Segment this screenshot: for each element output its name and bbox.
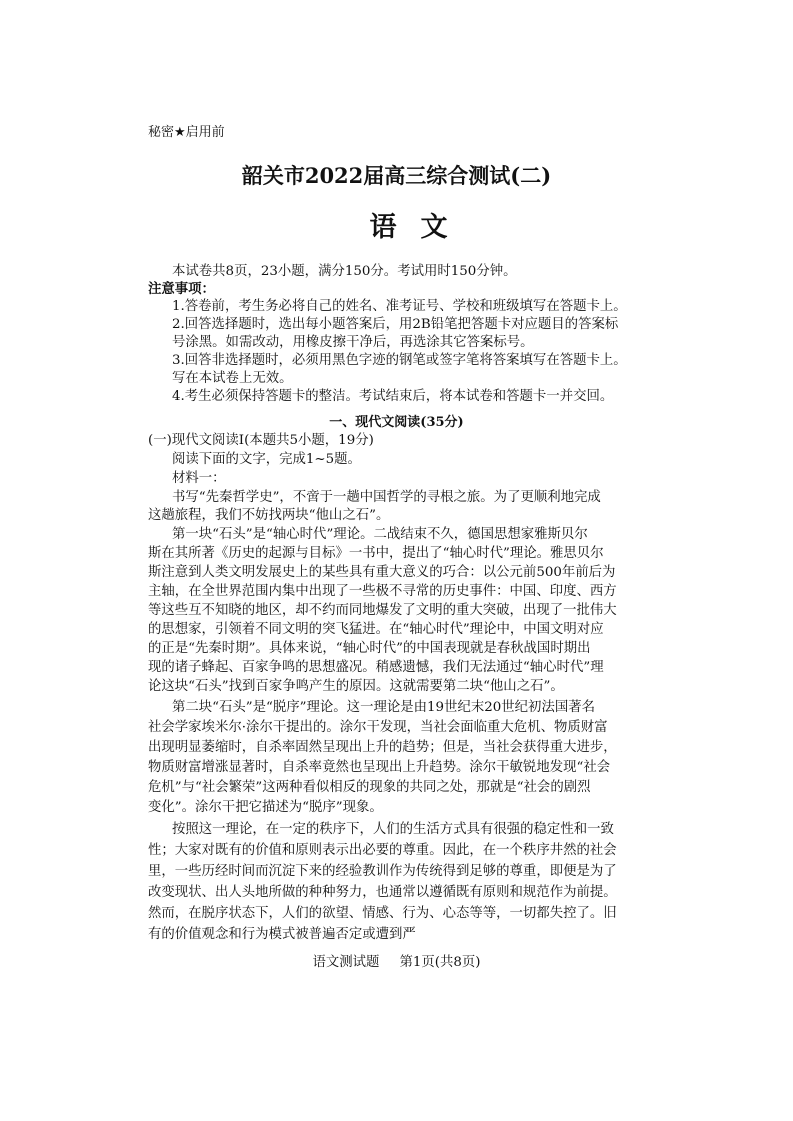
passage-line: 改变现状、出人头地所做的种种努力，也通常以遵循既有原则和规范作为前提。 [148, 885, 617, 900]
passage-line: 物质财富增涨显著时，自杀率竟然也呈现出上升趋势。涂尔干敏锐地发现“社会 [148, 760, 611, 775]
passage-line: 等这些互不知晓的地区，却不约而同地爆发了文明的重大突破，出现了一批伟大 [148, 603, 617, 618]
passage-line: 论这块“石头”找到百家争鸣产生的原因。这就需要第二块“他山之石”。 [148, 679, 564, 694]
footer-subject: 语文测试题 [312, 955, 380, 970]
passage-line: 里，一些历经时间而沉淀下来的经验教训作为传统得到足够的尊重，即便是为了 [148, 864, 617, 879]
passage-line: 书写“先秦哲学史”，不啻于一趟中国哲学的寻根之旅。为了更顺利地完成 [172, 490, 601, 505]
note-line: 号涂黑。如需改动，用橡皮擦干净后，再选涂其它答案标号。 [172, 335, 534, 350]
passage-line: 然而，在脱序状态下，人们的欲望、情感、行为、心态等等，一切都失控了。旧 [148, 906, 617, 921]
confidential-mark: 秘密★启用前 [148, 125, 225, 140]
subject-title: 语文 [369, 212, 472, 243]
passage-line: 按照这一理论，在一定的秩序下，人们的生活方式具有很强的稳定性和一致 [172, 822, 614, 837]
exam-title: 韶关市2022届高三综合测试(二) [241, 163, 552, 188]
passage-line: 危机”与“社会繁荣”这两种看似相反的现象的共同之处，那就是“社会的剧烈 [148, 780, 591, 795]
page-footer [0, 954, 793, 972]
passage-line: 出现明显萎缩时，自杀率固然呈现出上升的趋势；但是，当社会获得重大进步， [148, 740, 617, 755]
section-title: 一、现代文阅读(35分) [329, 415, 464, 430]
passage-line: 斯在其所著《历史的起源与目标》一书中，提出了“轴心时代”理论。雅思贝尔 [148, 546, 604, 561]
exam-intro: 本试卷共8页，23小题，满分150分。考试用时150分钟。 [172, 264, 517, 279]
passage-line: 第一块“石头”是“轴心时代”理论。二战结束不久，德国思想家雅斯贝尔 [172, 527, 588, 542]
instruction: 阅读下面的文字，完成1~5题。 [172, 452, 361, 467]
passage-line: 社会学家埃米尔·涂尔干提出的。涂尔干发现，当社会面临重大危机、物质财富 [148, 720, 608, 735]
footer-page-number: 第1页(共8页) [399, 955, 481, 970]
note-line: 写在本试卷上无效。 [172, 371, 293, 386]
note-line: 4.考生必须保持答题卡的整洁。考试结束后，将本试卷和答题卡一并交回。 [172, 389, 614, 404]
passage-line: 的正是“先秦时期”。具体来说，“轴心时代”的中国表现就是春秋战国时期出 [148, 641, 591, 656]
passage-line: 这趟旅程，我们不妨找两块“他山之石”。 [148, 508, 390, 523]
note-line: 2.回答选择题时，选出每小题答案后，用2B铅笔把答题卡对应题目的答案标 [172, 317, 619, 332]
note-line: 1.答卷前，考生务必将自己的姓名、准考证号、学校和班级填写在答题卡上。 [172, 299, 627, 314]
passage-line: 性；大家对既有的价值和原则表示出必要的尊重。因此，在一个秩序井然的社会 [148, 843, 617, 858]
passage-line: 主轴，在全世界范围内集中出现了一些极不寻常的历史事件：中国、印度、西方 [148, 584, 617, 599]
passage-line: 变化”。涂尔干把它描述为“脱序”现象。 [148, 800, 383, 815]
material-label: 材料一： [172, 471, 226, 486]
subsection-title: (一)现代文阅读Ⅰ(本题共5小题，19分) [148, 433, 374, 448]
passage-line: 有的价值观念和行为模式被普遍否定或遭到严 [148, 927, 416, 942]
notes-heading: 注意事项： [148, 281, 215, 297]
passage-line: 的思想家，引领着不同文明的突飞猛进。在“轴心时代”理论中，中国文明对应 [148, 622, 604, 637]
passage-line: 现的诸子蜂起、百家争鸣的思想盛况。稍感遗憾，我们无法通过“轴心时代”理 [148, 660, 604, 675]
passage-line: 斯注意到人类文明发展史上的某些具有重大意义的巧合：以公元前500年前后为 [148, 565, 616, 580]
note-line: 3.回答非选择题时，必须用黑色字迹的钢笔或签字笔将答案填写在答题卡上。 [172, 353, 627, 368]
passage-line: 第二块“石头”是“脱序”理论。这一理论是由19世纪末20世纪初法国著名 [172, 700, 596, 715]
